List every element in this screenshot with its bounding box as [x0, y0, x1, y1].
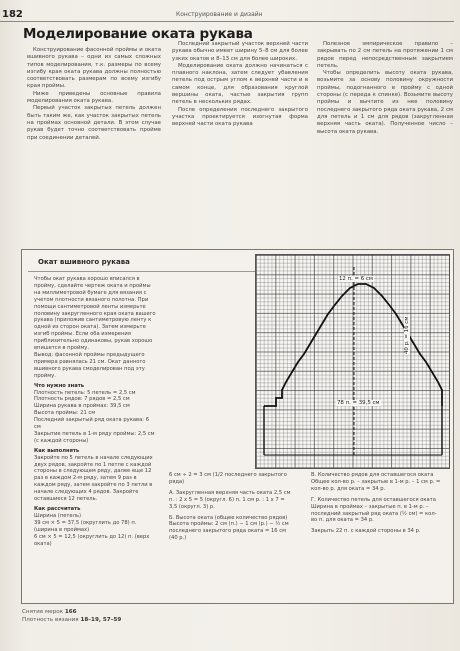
- calc-line: 6 см × 5 = 12,5 (округлить до 12) п. (верх оката): [34, 533, 150, 547]
- ref-page: 18–19, 57–59: [80, 616, 122, 623]
- spec-line: Последний закрытый ряд оката рукава: 6 см: [34, 417, 149, 431]
- calc-note: Г. Количество петель для оставшегося оката Ширина в проймах – закрытые п. в 1-м р. – последний закрытый ряд оката (½ см) = кол-во п. для оката = 34 р.: [311, 496, 437, 524]
- box-right-column: [311, 472, 441, 535]
- header-divider: [0, 21, 454, 22]
- section-heading: Что нужно знать: [34, 382, 85, 389]
- box-middle-column: [169, 472, 291, 542]
- text-column-3: [317, 41, 453, 136]
- calc-note: Б. Высота оката (общее количество рядов) Высота проймы: 2 см (п.) − 1 см (р.) − ½ см последнего закрытого ряда оката = 16 см (40 р.): [169, 514, 289, 542]
- box-title: Окат вшивного рукава: [38, 258, 130, 266]
- top-width-label: 12 п. = 6 см: [339, 276, 373, 282]
- cross-references: [22, 609, 121, 624]
- section-heading: Как выполнять: [34, 447, 80, 454]
- ref-label: Снятие мерок: [22, 609, 64, 615]
- text-column-1: [27, 47, 161, 142]
- spec-line: Ширина рукава в проймах: 39,5 см: [34, 403, 130, 410]
- paragraph: Чтобы окат рукава хорошо вписался в пройму, сделайте чертеж оката и проймы на миллиметровой бумаге для вязания с учетом плотности вязаного полотна. При помощи сантиметровой ленты измерьте половину закругленного края оката вашего рукава (приложив сантиметровую ленту к одной из сторон оката). Затем измерьте изгиб проймы. Если оба измерения приблизительно одинаковы, рукав хорошо впишется в пройму.: [34, 276, 156, 352]
- calc-note: 6 см ÷ 2 = 3 см (1/2 последнего закрытого ряда): [169, 472, 287, 485]
- calc-line: 39 см × 5 = 37,5 (округлить до 78) п. (ширина в проймах): [34, 519, 137, 533]
- section-header: Конструирование и дизайн: [176, 11, 263, 18]
- calc-note: В. Количество рядов для оставшегося оката Общее кол-во р. – закрытые в 1-м р. – 1 см р. = кол-во р. для оката = 34 р.: [311, 472, 441, 492]
- paragraph: Полезное эмпирическое правило – закрывать по 2 см петель на протяжении 1 см рядов перед непосредственным закрытием петель.: [317, 41, 453, 69]
- calc-line: Ширина (петель): [34, 512, 82, 519]
- paragraph: Вывод: фасонной проймы предыдущего примера равнялась 21 см. Окат данного вшивного рукава смоделирован под эту пройму.: [34, 351, 146, 379]
- paragraph: Конструирование фасонной проймы и оката вшивного рукава – одни из самых сложных типов моделирования, т.к. размеры по всему изгибу края оката рукава должны полностью соответствовать размерам по всему изгибу края проймы.: [27, 47, 161, 90]
- bottom-width-label: 78 п. = 39,5 см: [337, 400, 380, 406]
- paragraph: Моделирование оката должно начинаться с плавного наклона, затем следует убавления петель под острым углом к верхней части и в самом конце, для образования круглой вершины оката, частые закрытия групп петель в нескольких рядах.: [172, 62, 308, 106]
- ref-page: 166: [64, 609, 77, 615]
- footer-ref: [22, 617, 121, 625]
- paragraph: После определения последнего закрытого участка проектируется изогнутая форма верхней части оката рукава: [172, 106, 308, 128]
- graph-paper-chart: [255, 254, 450, 469]
- calc-note: А. Закругленная верхняя часть оката 2,5 см п. : 2 х 5 = 5 (округл. 6) п. 1 см р. : 1 х 7 = 3,5 (округл. 3) р.: [169, 489, 291, 510]
- spec-line: Плотность рядов: 7 рядов = 2,5 см: [34, 396, 130, 403]
- ref-label: Плотность вязания: [22, 616, 79, 623]
- sleeve-cap-outline: [256, 255, 449, 468]
- text-column-2: [172, 41, 308, 129]
- spec-line: Закрытие петель в 1-м ряду проймы: 2,5 см (с каждой стороны): [34, 430, 155, 444]
- spec-line: Плотность петель: 5 петель = 2,5 см: [34, 389, 136, 396]
- footer-ref: [22, 609, 121, 617]
- box-left-column: [34, 276, 156, 547]
- calc-note: Закрыть 22 п. с каждой стороны в 34 р.: [311, 528, 421, 535]
- spec-line: Высота проймы: 21 см: [34, 410, 96, 417]
- paragraph: Закройте по 5 петель в начале следующих двух рядов, закройте по 1 петле с каждой стороны в следующем ряду, далее еще 12 раз в каждом 2-м ряду, затем 9 раз в каждом ряду, затем закройте по 3 петли в начале следующих 4 рядов. Закройте оставшиеся 12 петель.: [34, 454, 153, 503]
- paragraph: Чтобы определить высоту оката рукава, возьмите за основу половину окружности проймы, подогнанного в пройму с одной стороны (с переда к спинке). Возьмите высоту проймы и вычтите из нее половину последнего закрытого ряда оката рукава, 2 см для петель и 1 см для рядов (закругленная верхняя часть оката). Полученное число – высота оката рукава.: [317, 70, 453, 135]
- paragraph: Первый участок закрытых петель должен быть таким же, как участок закрытых петель на проймах основной детали. В этом случае рукав будет точно соответствовать пройме при соединении деталей.: [27, 105, 161, 141]
- paragraph: Последний закрытый участок верхней части рукава обычно имеет ширину 5–8 см для более узких окатов и 8–13 см для более широких.: [172, 41, 308, 62]
- section-heading: Как рассчитать: [34, 506, 81, 512]
- cap-height-label: 40 р. = 16 см: [404, 316, 410, 354]
- paragraph: Ниже приведены основные правила моделирования оката рукава.: [27, 90, 161, 105]
- page-number: 182: [2, 9, 23, 20]
- page-title: Моделирование оката рукава: [23, 26, 253, 42]
